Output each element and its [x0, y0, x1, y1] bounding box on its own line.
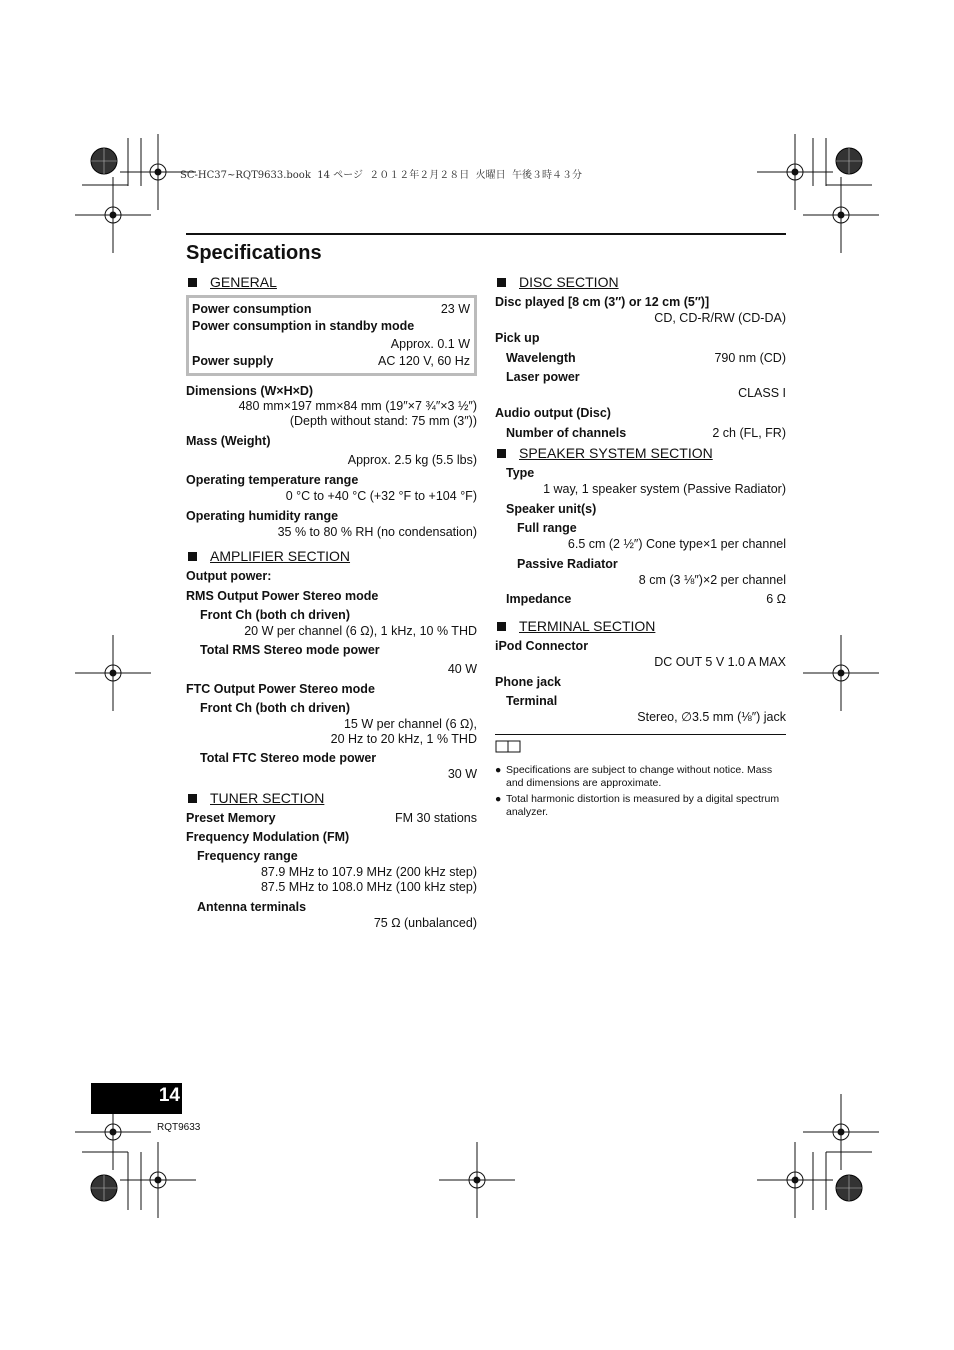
square-bullet-icon [188, 278, 197, 287]
spec-value: CD, CD-R/RW (CD-DA) [654, 311, 786, 325]
spec-label: Frequency range [197, 849, 298, 863]
title-rule [186, 233, 786, 235]
spec-label: iPod Connector [495, 639, 589, 653]
crosshair-mark-icon [75, 635, 151, 711]
spec-label: Antenna terminals [197, 900, 307, 914]
crosshair-mark-icon [439, 1142, 515, 1218]
section-heading-speaker: SPEAKER SYSTEM SECTION [495, 446, 786, 461]
spec-value: 790 nm (CD) [714, 351, 786, 365]
spec-label: Speaker unit(s) [506, 502, 597, 516]
spec-label: Disc played [8 cm (3″) or 12 cm (5″)] [495, 295, 710, 309]
spec-value: 20 W per channel (6 Ω), 1 kHz, 10 % THD [244, 624, 477, 638]
page-title: Specifications [186, 242, 322, 264]
spec-label: Power supply [192, 354, 274, 368]
section-heading-terminal: TERMINAL SECTION [495, 619, 786, 634]
left-column [186, 275, 477, 931]
spec-label: Audio output (Disc) [495, 406, 611, 420]
spec-label: Terminal [506, 694, 558, 708]
spec-label: Full range [517, 521, 577, 535]
spec-value: 30 W [447, 767, 477, 781]
spec-value: 87.5 MHz to 108.0 MHz (100 kHz step) [260, 880, 477, 894]
spec-label: Pick up [495, 331, 540, 345]
section-heading-amplifier: AMPLIFIER SECTION [186, 549, 477, 564]
spec-value: 0 °C to +40 °C (+32 °F to +104 °F) [285, 489, 477, 503]
spec-label: Total RMS Stereo mode power [200, 643, 380, 657]
crosshair-mark-icon [803, 177, 879, 253]
spec-label: FTC Output Power Stereo mode [186, 682, 375, 696]
list-item: ● Specifications are subject to change without notice. Mass and dimensions are approximate. [495, 764, 773, 789]
square-bullet-icon [188, 794, 197, 803]
crosshair-mark-icon [120, 1142, 196, 1218]
spec-value: Stereo, ∅3.5 mm (⅛″) jack [637, 710, 786, 724]
crosshair-mark-icon [803, 635, 879, 711]
spec-value: 6.5 cm (2 ½″) Cone type×1 per channel [567, 537, 786, 551]
file-info-line: SC-HC37~RQT9633.book 14 ページ ２０１２年２月２８日 火曜日 午後３時４３分 [180, 170, 583, 181]
spec-value: Approx. 2.5 kg (5.5 lbs) [347, 453, 477, 467]
spec-value: 75 Ω (unbalanced) [373, 916, 477, 930]
book-note-icon [495, 740, 523, 754]
square-bullet-icon [188, 552, 197, 561]
spec-label: Power consumption [192, 302, 312, 316]
spec-label: Total FTC Stereo mode power [200, 751, 377, 765]
spec-value: 2 ch (FL, FR) [712, 426, 786, 440]
spec-value: 40 W [447, 662, 477, 676]
spec-value: CLASS I [738, 386, 786, 400]
spec-label: Laser power [506, 370, 580, 384]
spec-value: 8 cm (3 ⅛″)×2 per channel [638, 573, 786, 587]
spec-value: FM 30 stations [395, 811, 477, 825]
notes-list [495, 764, 786, 819]
spec-label: Passive Radiator [517, 557, 618, 571]
page-number: 14 [158, 1085, 180, 1106]
right-column [495, 275, 786, 822]
spec-value: 23 W [440, 302, 470, 316]
spec-label: Impedance [506, 592, 572, 606]
spec-value: 6 Ω [766, 592, 786, 606]
spec-label: Front Ch (both ch driven) [200, 608, 350, 622]
crosshair-mark-icon [757, 134, 833, 210]
spec-label: Dimensions (W×H×D) [186, 384, 314, 398]
spec-value: 480 mm×197 mm×84 mm (19″×7 ¾″×3 ½″) [238, 399, 477, 413]
spec-value: (Depth without stand: 75 mm (3″)) [289, 414, 477, 428]
spec-value: 87.9 MHz to 107.9 MHz (200 kHz step) [260, 865, 477, 879]
square-bullet-icon [497, 278, 506, 287]
section-heading-tuner: TUNER SECTION [186, 791, 477, 806]
spec-label: Power consumption in standby mode [192, 319, 415, 333]
spec-value: 1 way, 1 speaker system (Passive Radiator) [543, 482, 786, 496]
document-id: RQT9633 [157, 1122, 201, 1133]
spec-value: AC 120 V, 60 Hz [378, 354, 470, 368]
section-heading-general: GENERAL [186, 275, 477, 290]
spec-label: Operating humidity range [186, 509, 339, 523]
section-heading-disc: DISC SECTION [495, 275, 786, 290]
spec-label: Phone jack [495, 675, 561, 689]
spec-label: Wavelength [506, 351, 576, 365]
spec-label: Mass (Weight) [186, 434, 271, 448]
spec-label: Front Ch (both ch driven) [200, 701, 350, 715]
spec-label: Output power: [186, 569, 272, 583]
square-bullet-icon [497, 622, 506, 631]
spec-label: Number of channels [506, 426, 627, 440]
notes-divider [495, 734, 786, 735]
crosshair-mark-icon [75, 177, 151, 253]
spec-label: Operating temperature range [186, 473, 359, 487]
crosshair-mark-icon [803, 1094, 879, 1170]
spec-value: DC OUT 5 V 1.0 A MAX [654, 655, 786, 669]
list-item: ● Total harmonic distortion is measured by a digital spectrum analyzer. [495, 793, 780, 818]
spec-label: RMS Output Power Stereo mode [186, 589, 379, 603]
spec-value: Approx. 0.1 W [390, 337, 470, 351]
spec-label: Frequency Modulation (FM) [186, 830, 350, 844]
spec-label: Preset Memory [186, 811, 276, 825]
general-power-box [186, 295, 477, 376]
spec-value: 15 W per channel (6 Ω), [343, 717, 477, 731]
spec-value: 35 % to 80 % RH (no condensation) [277, 525, 477, 539]
spec-value: 20 Hz to 20 kHz, 1 % THD [330, 732, 477, 746]
spec-label: Type [506, 466, 535, 480]
square-bullet-icon [497, 449, 506, 458]
crosshair-mark-icon [757, 1142, 833, 1218]
